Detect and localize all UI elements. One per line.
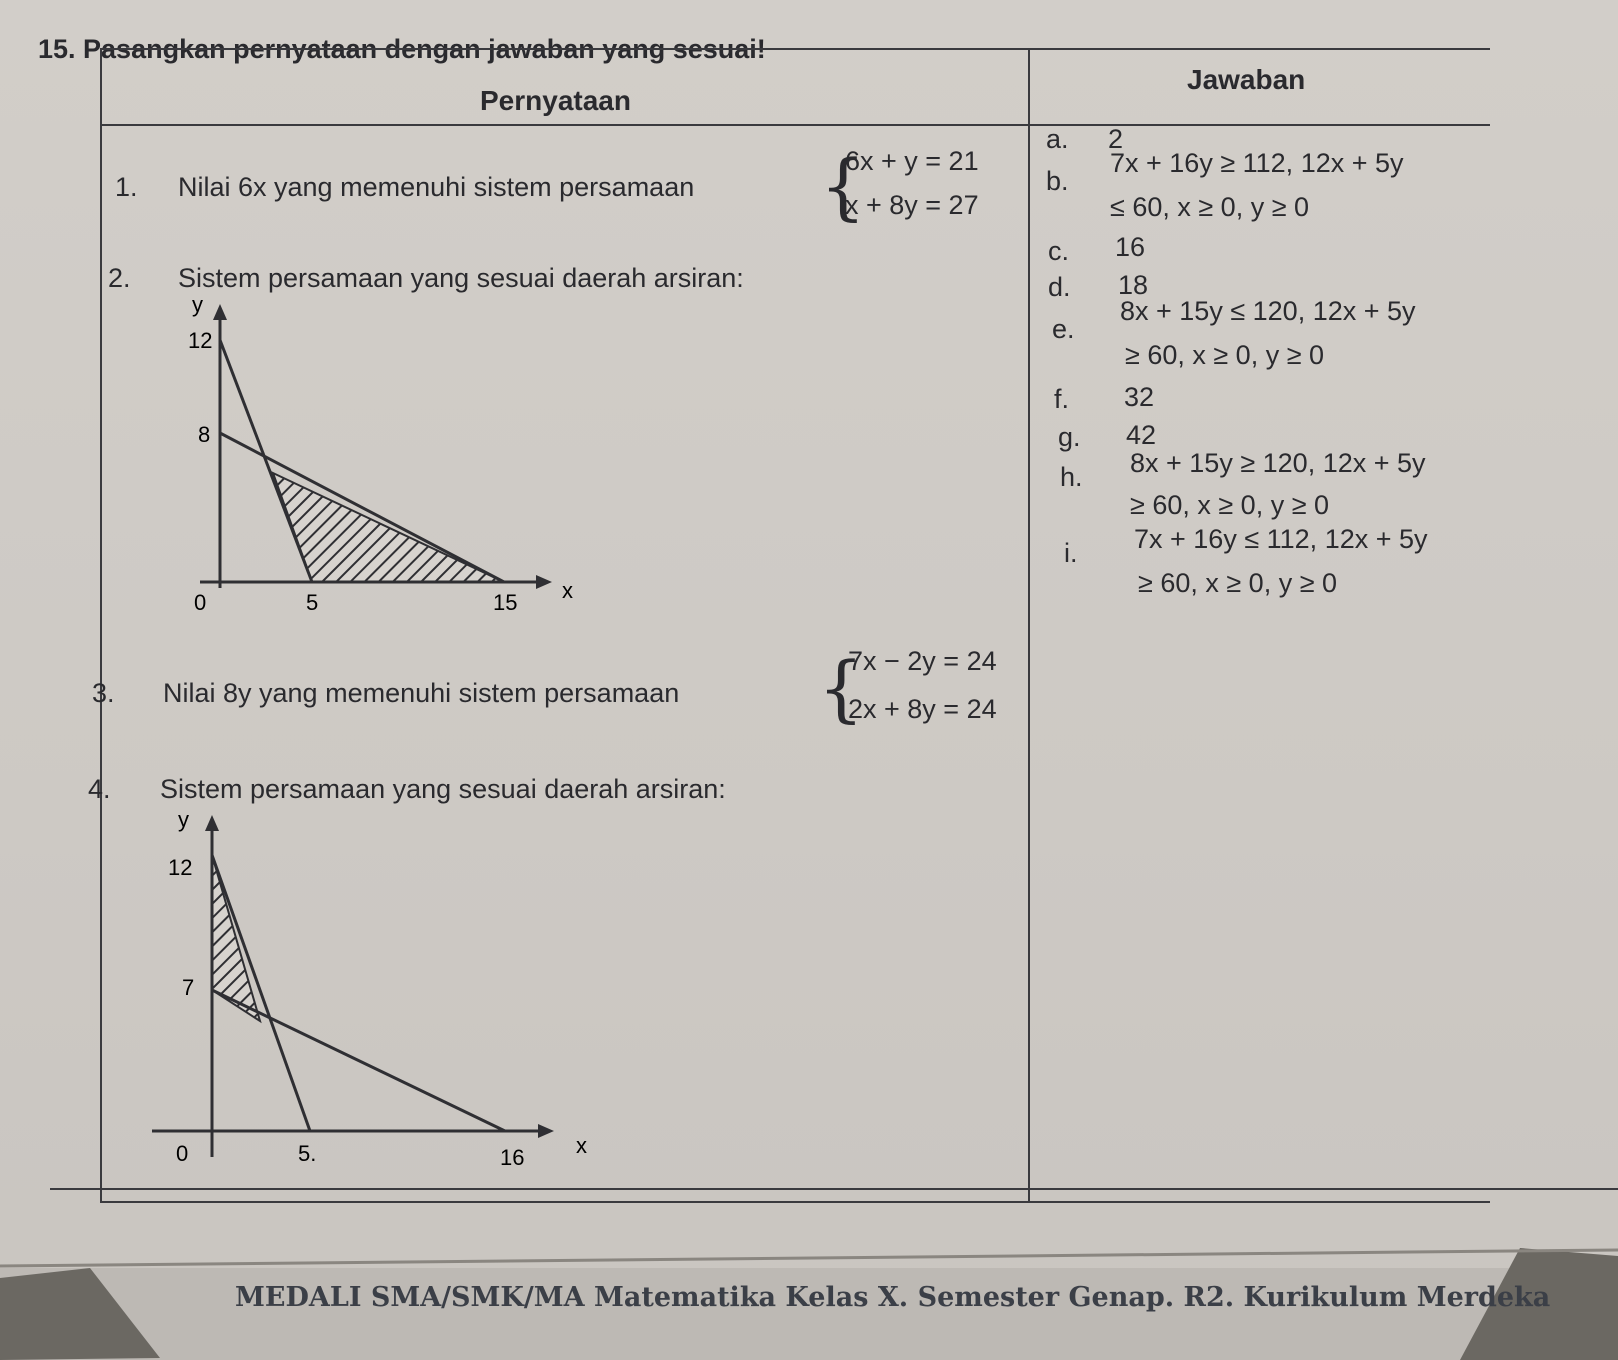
x-tick-16-4: 16 — [500, 1145, 525, 1170]
statement-1-eq1: 6x + y = 21 — [845, 146, 979, 176]
answer-h-line2: ≥ 60, x ≥ 0, y ≥ 0 — [1130, 490, 1330, 520]
x-tick-5-4: 5. — [298, 1141, 317, 1166]
statement-1-brace: { — [820, 144, 866, 228]
y-label-4: y — [178, 807, 189, 832]
shaded-region-2 — [273, 473, 504, 582]
statement-3-eq2: 2x + 8y = 24 — [848, 694, 997, 724]
statement-3-eq1: 7x − 2y = 24 — [848, 646, 997, 676]
answer-i-letter: i. — [1064, 538, 1078, 568]
line-7-to-16 — [212, 990, 505, 1131]
answer-f-value: 32 — [1124, 382, 1155, 412]
statement-4-number: 4. — [88, 774, 111, 804]
y-tick-8-2: 8 — [198, 422, 211, 447]
shaded-region-4 — [212, 855, 260, 1021]
x-label-2: x — [562, 578, 573, 603]
x-tick-0-2: 0 — [194, 590, 207, 615]
y-tick-7-4: 7 — [182, 975, 195, 1000]
answer-a-value: 2 — [1108, 124, 1124, 154]
answer-b-letter: b. — [1046, 166, 1069, 196]
question-title: 15. Pasangkan pernyataan dengan jawaban yang sesuai! — [38, 34, 766, 64]
x-tick-0-4: 0 — [176, 1141, 189, 1166]
line-12-to-5 — [220, 340, 312, 582]
answer-h-letter: h. — [1060, 462, 1083, 492]
table-bottom — [50, 1188, 1618, 1190]
x-tick-5-2: 5 — [306, 590, 319, 615]
y-arrow-4 — [205, 815, 219, 831]
header-divider — [100, 124, 1490, 126]
answer-b-line1: 7x + 16y ≥ 112, 12x + 5y — [1110, 148, 1404, 178]
y-label-2: y — [192, 292, 203, 317]
footer-text: MEDALI SMA/SMK/MA Matematika Kelas X. Semester Genap. R2. Kurikulum Merdeka — [235, 1282, 1551, 1313]
x-label-4: x — [576, 1133, 587, 1158]
statement-2-text: Sistem persamaan yang sesuai daerah arsiran: — [178, 263, 744, 293]
answer-e-line2: ≥ 60, x ≥ 0, y ≥ 0 — [1125, 340, 1325, 370]
graph-statement-2 — [160, 290, 600, 630]
answer-c-letter: c. — [1048, 236, 1070, 266]
answer-i-line2: ≥ 60, x ≥ 0, y ≥ 0 — [1138, 568, 1338, 598]
answer-a-letter: a. — [1046, 124, 1069, 154]
statement-3-text: Nilai 8y yang memenuhi sistem persamaan — [163, 678, 680, 708]
statement-3-number: 3. — [92, 678, 115, 708]
x-arrow-4 — [538, 1124, 554, 1138]
x-tick-15-2: 15 — [493, 590, 518, 615]
y-arrow-2 — [213, 304, 227, 320]
statement-3-brace: { — [818, 646, 864, 730]
y-tick-12-2: 12 — [188, 328, 213, 353]
x-arrow-2 — [536, 575, 552, 589]
answer-g-letter: g. — [1058, 422, 1081, 452]
graph-statement-4 — [140, 805, 600, 1185]
answer-f-letter: f. — [1054, 384, 1070, 414]
statement-2-number: 2. — [108, 263, 131, 293]
answer-d-value: 18 — [1118, 270, 1149, 300]
header-pernyataan: Pernyataan — [480, 85, 631, 116]
answer-e-line1: 8x + 15y ≤ 120, 12x + 5y — [1120, 296, 1416, 326]
statement-1-number: 1. — [115, 172, 138, 202]
answer-b-line2: ≤ 60, x ≥ 0, y ≥ 0 — [1110, 192, 1310, 222]
answer-h-line1: 8x + 15y ≥ 120, 12x + 5y — [1130, 448, 1426, 478]
statement-1-eq2: x + 8y = 27 — [845, 190, 979, 220]
header-jawaban: Jawaban — [1187, 64, 1306, 95]
y-tick-12-4: 12 — [168, 855, 193, 880]
statement-4-text: Sistem persamaan yang sesuai daerah arsiran: — [160, 774, 726, 804]
answer-c-value: 16 — [1115, 232, 1146, 262]
answer-g-value: 42 — [1126, 420, 1157, 450]
answer-i-line1: 7x + 16y ≤ 112, 12x + 5y — [1134, 524, 1428, 554]
answer-e-letter: e. — [1052, 314, 1075, 344]
answer-d-letter: d. — [1048, 272, 1071, 302]
statement-1-text: Nilai 6x yang memenuhi sistem persamaan — [178, 172, 695, 202]
column-divider — [1028, 48, 1030, 1203]
